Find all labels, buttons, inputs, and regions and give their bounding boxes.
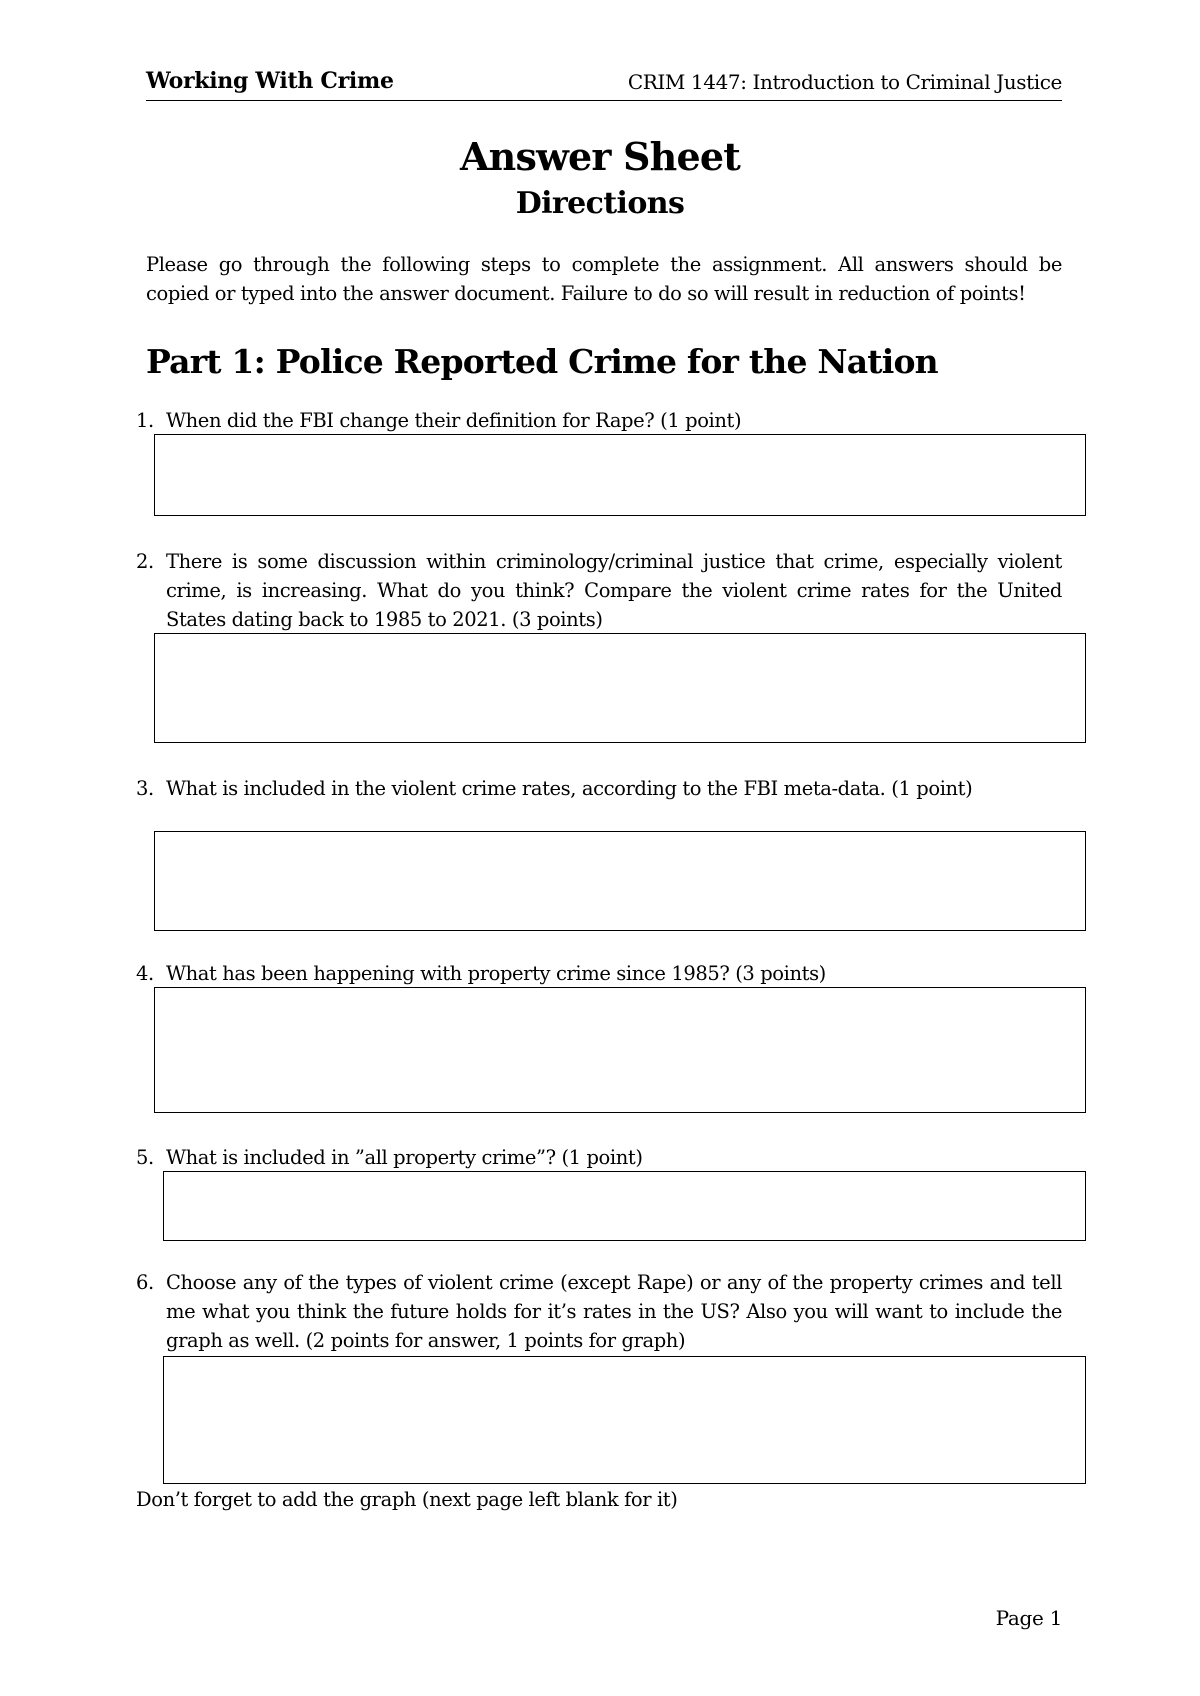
course-title: CRIM 1447: Introduction to Criminal Justice — [627, 70, 1062, 94]
question-text: Choose any of the types of violent crime (except Rape) or any of the property crimes and tell me what you think the future holds for it’s rates in the US? Also you will want to include the graph as well. (2 points for answer, 1 points for graph) — [166, 1271, 1062, 1352]
answer-box-5[interactable] — [163, 1171, 1086, 1241]
question-4 — [136, 959, 1062, 988]
question-text: When did the FBI change their definition for Rape? (1 point) — [166, 409, 742, 432]
question-text: What has been happening with property crime since 1985? (3 points) — [166, 962, 826, 985]
question-number: 4. — [136, 962, 154, 985]
question-number: 6. — [136, 1271, 154, 1294]
page-title: Answer Sheet — [459, 134, 741, 179]
question-6 — [136, 1268, 1062, 1355]
page-header — [146, 68, 1062, 101]
answer-box-6[interactable] — [163, 1356, 1086, 1484]
directions-paragraph: Please go through the following steps to complete the assignment. All answers should be copied or typed into the answer document. Failure to do so will result in reduction of points! — [146, 253, 1062, 305]
answer-box-2[interactable] — [154, 633, 1086, 743]
header-title: Working With Crime — [146, 68, 394, 94]
part-heading: Part 1: Police Reported Crime for the Nation — [146, 342, 938, 381]
question-text: What is included in the violent crime rates, according to the FBI meta-data. (1 point) — [166, 777, 973, 800]
answer-box-1[interactable] — [154, 434, 1086, 516]
page-number: Page 1 — [995, 1606, 1062, 1630]
graph-reminder-note: Don’t forget to add the graph (next page left blank for it) — [136, 1488, 678, 1511]
question-1 — [136, 406, 1062, 435]
answer-box-3[interactable] — [154, 831, 1086, 931]
question-text: What is included in ”all property crime”? (1 point) — [166, 1146, 643, 1169]
question-2 — [136, 547, 1062, 634]
question-number: 1. — [136, 409, 154, 432]
question-number: 5. — [136, 1146, 154, 1169]
page-subtitle: Directions — [515, 186, 685, 221]
question-number: 2. — [136, 550, 154, 573]
question-5 — [136, 1143, 1062, 1172]
answer-box-4[interactable] — [154, 987, 1086, 1113]
question-number: 3. — [136, 777, 154, 800]
question-text: There is some discussion within criminology/criminal justice that crime, especially violent crime, is increasing. What do you think? Compare the violent crime rates for the United States dating back to 1985 to 2021. (3 points) — [166, 550, 1062, 631]
question-3 — [136, 774, 1062, 803]
